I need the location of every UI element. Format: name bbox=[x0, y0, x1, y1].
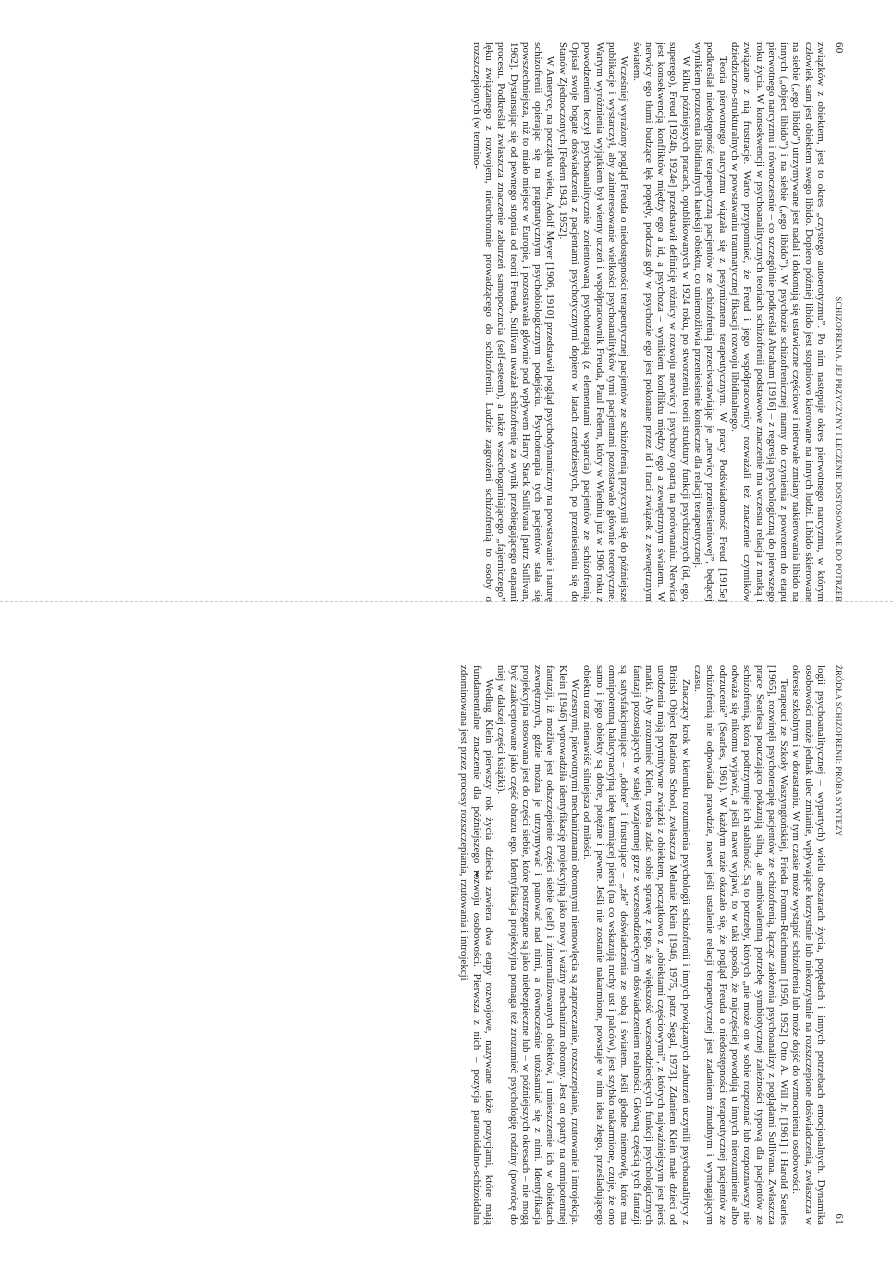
paragraph: Według Klein pierwszy rok życia dziecka zawiera dwa etapy rozwojowe, nazywane także pozycjami, które mają fundamentalne znaczenie dla późniejszego rozwoju osobowości. Pierwsza z nich – pozycja paranoidalno-schizoidalna zdominowana jest przez procesy rozszczepiania, rzutowania i introjekcji bbox=[458, 665, 495, 1225]
paragraph: Znaczący krok w kierunku rozumienia psychologii schizofrenii i innych powiązanych zaburzeń uczynili psychoanalitycy z British Object Relations School, zwłaszcza Melanie Klein [1946, 1975, patrz Segal, 1973]. Zdaniem Klein małe dzieci od urodzenia mają prymitywne związki z obiektem, początkowo z „obiektami częściowymi”, z których najważniejszym jest pierś matki. Aby zrozumieć Klein, trzeba zdać sobie sprawę z tego, że większość wczesnodziecięcych funkcji psychologicznych fantazji pozostających w stałej wzajemnej grze z wczesnodziecięcym doświadczeniem realności. Główną częścią tych fantazji są satysfakcjonujące – „dobre” i frustrujące – „złe” doświadczenia ze sobą i światem. Jeśli głodne niemowlę, które ma omnipotentną halucynacyjną ideę karmiącej piersi (na co wskazują ruchy ust i palców), jest szybko nakarmione, czuje, że ono samo i jego obiekty są dobre, potężne i pewne. Jeśli nie zostanie nakarmione, powstaje w nim idea złego, prześladującego obiektu oraz nienawiść silniejsza od miłości. bbox=[581, 665, 692, 1225]
running-head-title: ŹRÓDŁA SCHIZOFRENII: PRÓBA SYNTEZY bbox=[834, 665, 843, 837]
paragraph: logii psychoanalitycznej – wypartych) wielu obszarach życia, popędach i innych potrzebach emocjonalnych. Dynamika osobowości może jednak ulec zmianie, wpływające korzystnie lub niekorzystnie na rozszczepione doświadczenia, zwłaszcza w okresie szkolnym i w dorastaniu. W tym czasie może wystąpić schizofrenia lub może dojść do wzmocnienia osobowości. bbox=[790, 665, 827, 1225]
running-head bbox=[831, 42, 845, 602]
paragraph: W Ameryce, na początku wieku, Adolf Meyer [1906, 1910] przedstawił pogląd psychodynamiczny na powstawanie i naturę schizofrenii opierając się na pragmatycznym psychobiologicznym podejściu. Psychoterapia tych pacjentów stała się powszechniejsza, niż to miało miejsce w Europie, i pozostawała głównie pod wpływem Harry Stack Sullivana [patrz Sullivan, 1962]. Dystansując się od pewnego stopnia od teorii Freuda, Sullivan uważał schizofrenię za wynik przebiegającego etapami procesu. Podkreślał zwłaszcza znaczenie zaburzeń samopoczucia (self-esteem), a także wszechogarniającego „fajerniczego” lęku związanego z rozwojem, nieuchronnie prowadzącego do schizofrenii. Ludzie zagrożeni schizofrenią to osoby o rozszczepionych (w termino- bbox=[470, 42, 557, 602]
paragraph: związków z obiektem, jest to okres „czystego autoerotyzmu”. Po nim następuje okres pierwotnego narcyzmu, w którym człowiek sam jest obiektem swego libido. Dopiero później libido jest stopniowo kierowane na innych ludzi. Libido skierowane na siebie („ego libido”) utrzymywane jest nadal i dokonują się ustawiczne częściowe i nietrwałe zmiany nakierowania libido na innych („object libido”) i na siebie („ego libido”). W psychozie schizofrenicznej mamy do czynienia z powrotem do etapu pierwotnego narcyzmu i równoczesnie – co szczególnie podkreślał Abraham [1916] – z regresją psychologiczną do pierwszego roku życia. W konsekwencji w psychoanalitycznych teoriach schizofrenii podstawowe znaczenie ma wczesna relacja z matką i związane z nią frustracje. Warto przypomnieć, że Freud i jego współpracownicy rozważali też znaczenie czynników dziedziczno-strukturalnych w powstawaniu traumatycznej fiksacji rozwoju libidinalnego. bbox=[728, 42, 827, 602]
paragraph: Teoria pierwotnego narcyzmu wiązała się z pesymizmem terapeutycznym. W pracy Podświadomość Freud [1915e] podkreślał niedostępność terapeutyczną pacjentów ze schizofrenią przeciwstawiając je „nerwicy przeniesieniowej”, będącej wynikiem porzucenia libidinalnych kateksji obiektu, co uniemożliwia przeniesienie konieczne dla relacji terapeutycznej. bbox=[692, 42, 729, 602]
book-page-left bbox=[439, 42, 845, 602]
running-head-title: SCHIZOFRENIA. JEJ PRZYCZYNY I LECZENIE DOSTOSOWANE DO POTRZEB bbox=[834, 296, 843, 602]
book-page-right bbox=[439, 665, 845, 1225]
paragraph: Wcześniej wyrażony pogląd Freuda o niedostępności terapeutycznej pacjentów ze schizofrenią przyczynił się do późniejsze publikacje i wystarczył, aby zainteresowanie wielkości psychoanalityków tymi pacjentami pozostawało głównie teoretyczne. Wartym wyróżnienia wyjątkiem był wierny uczeń i współpracownik Freuda, Paul Federn, który w Wiedniu już w 1906 roku z powodzeniem leczył psychoanalitycznie zorientowaną psychoterapią (z elementami wsparcia) pacjentów ze schizofrenią. Opisał swoje bogate doświadczenia z pacjentami psychotycznymi dopiero w latach czterdziestych, po przeniesieniu się do Stanów Zjednoczonych [Federn 1943, 1952]. bbox=[556, 42, 631, 602]
page-number: 61 bbox=[833, 1213, 845, 1225]
paragraph: Wczesnymi, pierwotnymi mechanizmami obronnymi niemowlęcia są zaprzeczanie, rozszczepianie, rzutowanie i introjekcja. Klein [1946] wprowadziła identyfikację projekcyjną jako nowy i ważny mechanizm obronny. Jest on oparty na omnipotentnej fantazji, iż możliwe jest odszczepienie części siebie (self) i zinternalizowanych obiektów, i umieszczenie ich w obiektach zewnętrznych, gdzie można je utrzymywać i panować nad nimi, a równocześnie utożsamiać się z nimi. Identyfikacja projekcyjna stosowana jest do części siebie, które postrzegane są jako niebezpieczne lub – w późniejszych okresach – nie mogą być zaakceptowane jako część obrazu ego. Identyfikacja projekcyjna pomaga też zrozumieć psychologię rodziny (powrócę do niej w dalszej części książki). bbox=[495, 665, 582, 1225]
paragraph: Terapeuci ze Szkoły Waszyngtońskiej, Frieda Fromm-Reichmann [1950, 1952] Otto A. Will Jr. [1961] i Harold Searles [1965], rozwinęli psychoterapię pacjentów ze schizofrenią, łącząc założenia psychoanalizy z poglądami Sullivana. Zwłaszcza prace Searlesa pouczająco pokazują silną, ale ambiwalentną potrzebę symbiotycznej zależności typową dla pacjentów ze schizofrenią, która podtrzymuje ich stabilność. Są to potrzeby, których „nie może on w sobie rozpoznać lub rozpoznawszy nie odważa się nikomu wyjawić, a jeśli nawet wyjawi, to w taki sposób, że najczęściej powodują u innych nierozumienie albo odrzucenie” (Searles, 1961). W każdym razie okazało się, że pogląd Freuda o niedostępności terapeutycznej pacjentów ze schizofrenią nie odpowiada prawdzie, nawet jeśli ustalenie relacji terapeutycznej jest zadaniem żmudnym i wymagającym czasu. bbox=[692, 665, 791, 1225]
paragraph: W kilku późniejszych pracach, opublikowanych w 1924 roku, po stworzeniu teorii struktury funkcji psychicznych (id, ego, superego), Freud [1924b, 1924e] przedstawił definicję różnicy w rozwoju nerwicy i psychozy opartą na porównaniu. Nerwica jest konsekwencją konfliktów między ego a id, a psychoza – wynikiem konfliktu między ego a zewnętrznym światem. W nerwicy ego tłumi budzące lęk popędy, podczas gdy w psychozie ego jest pokonane przez id i traci związek z zewnętrznym światem. bbox=[630, 42, 692, 602]
running-head bbox=[831, 665, 845, 1225]
page-number: 60 bbox=[833, 42, 845, 54]
